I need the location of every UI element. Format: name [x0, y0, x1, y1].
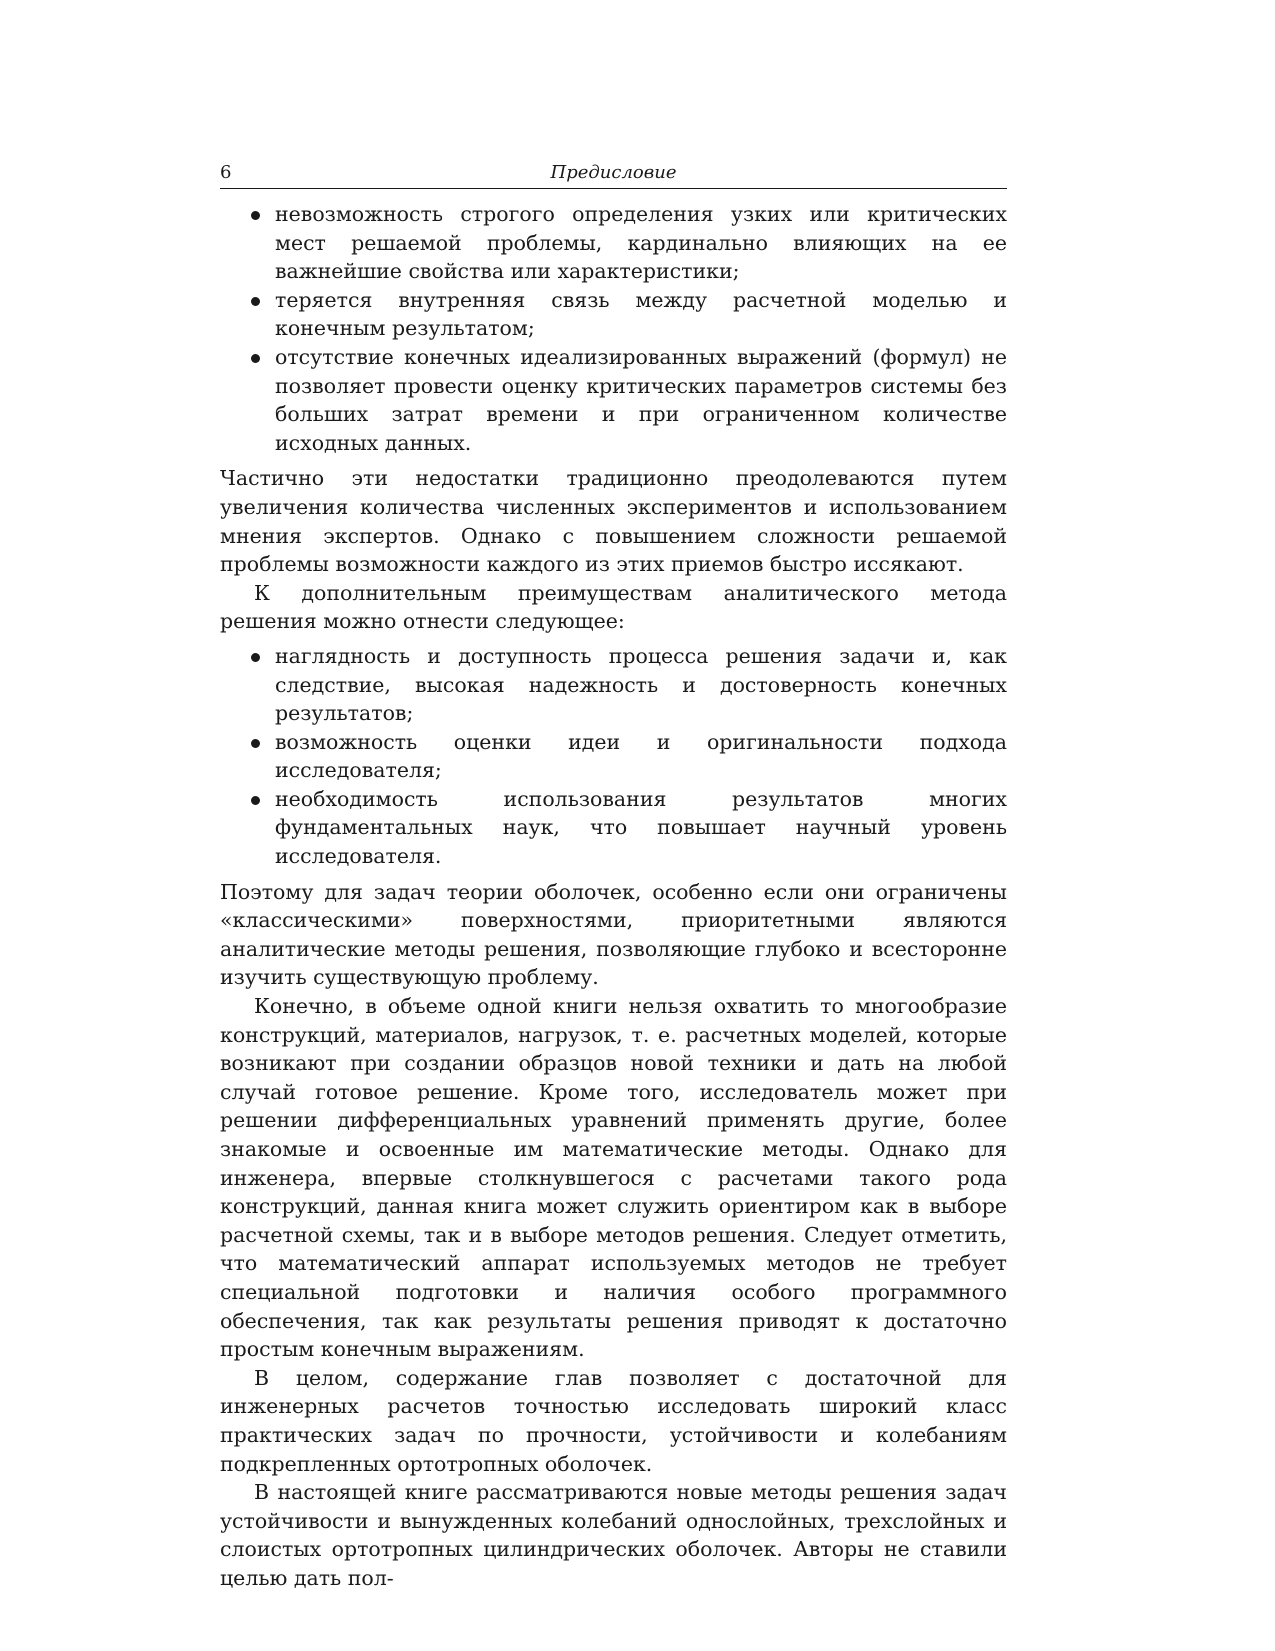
- paragraph: Конечно, в объеме одной книги нельзя охватить то многообразие конструкций, материалов, нагрузок, т. е. расчетных моделей, которые возникают при создании образцов новой техники и дать на любой случай готовое решение. Кроме того, исследователь может при решении дифференциальных уравнений применять другие, более знакомые и освоенные им математические методы. Однако для инженера, впервые столкнувшегося с расчетами такого рода конструкций, данная книга может служить ориентиром как в выборе расчетной схемы, так и в выборе методов решения. Следует отметить, что математический аппарат используемых методов не требует специальной подготовки и наличия особого программного обеспечения, так как результаты решения приводят к достаточно простым конечным выражениям.: [220, 994, 1007, 1362]
- paragraph: К дополнительным преимуществам аналитического метода решения можно отнести следующее:: [220, 580, 1007, 634]
- bullet-icon: [251, 739, 260, 748]
- book-page: [220, 160, 1007, 1593]
- list-item: [275, 200, 1007, 286]
- paragraph: Поэтому для задач теории оболочек, особенно если они ограничены «классическими» поверхностями, приоритетными являются аналитические методы решения, позволяющие глубоко и всесторонне изучить существующую проблему.: [220, 879, 1007, 990]
- running-head: [220, 160, 1007, 189]
- running-title: Предисловие: [550, 162, 677, 183]
- list-item-text: необходимость использования результатов многих фундаментальных наук, что повышает научный уровень исследователя.: [275, 786, 1007, 869]
- bullet-icon: [251, 354, 260, 363]
- list-item: [275, 286, 1007, 343]
- list-item-text: отсутствие конечных идеализированных выражений (формул) не позволяет провести оценку критических параметров системы без больших затрат времени и при ограниченном количестве исходных данных.: [275, 344, 1007, 455]
- list-item: [275, 343, 1007, 457]
- bullet-icon: [251, 297, 260, 306]
- list-item-text: возможность оценки идеи и оригинальности подхода исследователя;: [275, 729, 1007, 783]
- bullet-icon: [251, 211, 260, 220]
- list-item-text: невозможность строгого определения узких или критических мест решаемой проблемы, кардинально влияющих на ее важнейшие свойства или характеристики;: [275, 202, 1007, 284]
- list-item-text: теряется внутренняя связь между расчетной моделью и конечным результатом;: [275, 287, 1007, 341]
- paragraph: В настоящей книге рассматриваются новые методы решения задач устойчивости и вынужденных колебаний однослойных, трехслойных и слоистых ортотропных цилиндрических оболочек. Авторы не ставили целью дать пол-: [220, 1480, 1007, 1590]
- body-text: [220, 200, 1007, 1593]
- bullet-icon: [251, 653, 260, 662]
- list-item: [275, 785, 1007, 871]
- paragraph: В целом, содержание глав позволяет с достаточной для инженерных расчетов точностью исследовать широкий класс практических задач по прочности, устойчивости и колебаниям подкрепленных ортотропных оболочек.: [220, 1365, 1007, 1476]
- list-item: [275, 728, 1007, 785]
- bullet-list-drawbacks: [220, 200, 1007, 457]
- bullet-icon: [251, 796, 260, 805]
- bullet-list-advantages: [220, 642, 1007, 871]
- paragraph: Частично эти недостатки традиционно преодолеваются путем увеличения количества численных экспериментов и использованием мнения экспертов. Однако с повышением сложности решаемой проблемы возможности каждого из этих приемов быстро иссякают.: [220, 466, 1007, 577]
- page-number: 6: [220, 162, 232, 183]
- list-item-text: наглядность и доступность процесса решения задачи и, как следствие, высокая надежность и достоверность конечных результатов;: [275, 643, 1007, 726]
- list-item: [275, 642, 1007, 728]
